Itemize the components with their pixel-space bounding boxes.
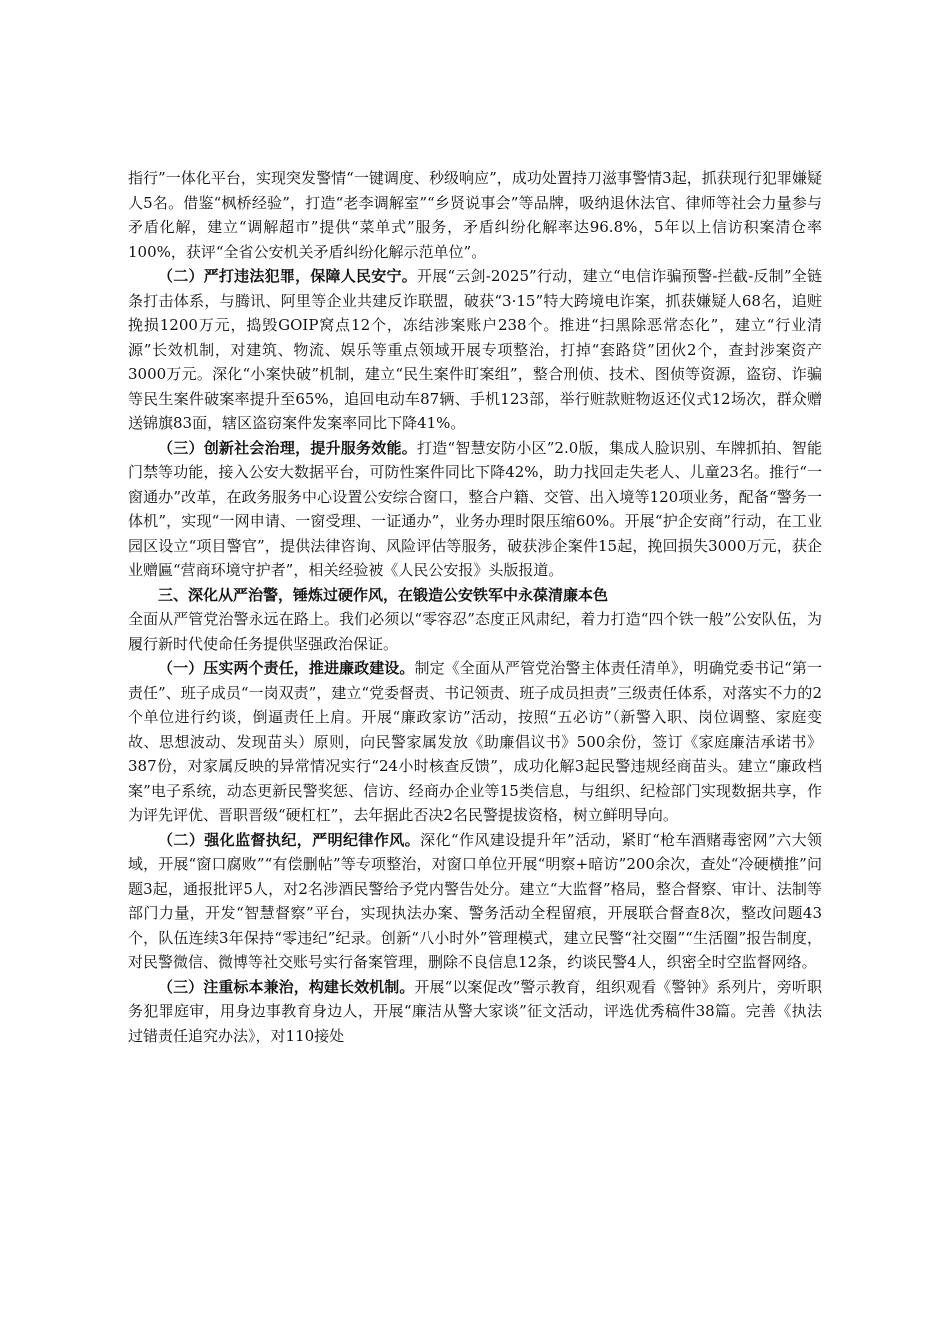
paragraph-heading: （三）注重标本兼治，构建长效机制。	[158, 977, 415, 996]
paragraph-text: 深化“作风建设提升年”活动，紧盯“枪车酒赌毒密网”六大领域，开展“窗口腐败”“有偿删帖”等专项整治，对窗口单位开展“明察+暗访”200余次，查处“冷硬横推”问题3起，通报批评5人，对2名涉酒民警给予党内警告处分。建立“大监督”格局，整合督察、审计、法制等部门力量，开发“智慧督察”平台，实现执法办案、警务活动全程留痕，开展联合督查8次，整改问题43个，队伍连续3年保持“零违纪”纪录。创新“八小时外”管理模式，建立民警“社交圈”“生活圈”报告制度，对民警微信、微博等社交账号实行备案管理，删除不良信息12条，约谈民警4人，织密全时空监督网络。	[128, 830, 822, 971]
paragraph-crackdown	[128, 264, 822, 436]
paragraph-governance	[128, 436, 822, 583]
paragraph-text: 打造“智慧安防小区”2.0版，集成人脸识别、车牌抓拍、智能门禁等功能，接入公安大数据平台，可防性案件同比下降42%，助力找回走失老人、儿童23名。推行“一窗通办”改革，在政务服务中心设置公安综合窗口，整合户籍、交管、出入境等120项业务，配备“警务一体机”，实现“一网申请、一窗受理、一证通办”，业务办理时限压缩60%。开展“护企安商”行动，在工业园区设立“项目警官”，提供法律咨询、风险评估等服务，破获涉企案件15起，挽回损失3000万元，获企业赠匾“营商环境守护者”，相关经验被《人民公安报》头版报道。	[128, 438, 822, 579]
paragraph-text: 制定《全面从严管党治警主体责任清单》，明确党委书记“第一责任”、班子成员“一岗双责”，建立“党委督责、书记领责、班子成员担责”三级责任体系，对落实不力的2个单位进行约谈，倒逼责任上肩。开展“廉政家访”活动，按照“五必访”（新警入职、岗位调整、家庭变故、思想波动、发现苗头）原则，向民警家属发放《助廉倡议书》500余份，签订《家庭廉洁承诺书》387份，对家属反映的异常情况实行“24小时核查反馈”，成功化解3起民警违规经商苗头。建立“廉政档案”电子系统，动态更新民警奖惩、信访、经商办企业等15类信息，与组织、纪检部门实现数据共享，作为评先评优、晋职晋级“硬杠杠”，去年据此否决2名民警提拔资格，树立鲜明导向。	[128, 659, 822, 824]
section-title: 三、深化从严治警，锤炼过硬作风，在锻造公安铁军中永葆清廉本色	[158, 585, 609, 604]
paragraph-text: 指行”一体化平台，实现突发警情“一键调度、秒级响应”，成功处置持刀滋事警情3起，抓获现行犯罪嫌疑人5名。借鉴“枫桥经验”，打造“老李调解室”“乡贤说事会”等品牌，吸纳退休法官、律师等社会力量参与矛盾化解，建立“调解超市”提供“菜单式”服务，矛盾纠纷化解率达96.8%，5年以上信访积案清仓率100%，获评“全省公安机关矛盾纠纷化解示范单位”。	[128, 169, 822, 261]
paragraph-mechanism	[128, 975, 822, 1049]
paragraph-heading: （二）强化监督执纪，严明纪律作风。	[158, 830, 421, 849]
paragraph-responsibility	[128, 656, 822, 828]
paragraph-text: 开展“以案促改”警示教育，组织观看《警钟》系列片，旁听职务犯罪庭审，用身边事教育身边人，开展“廉洁从警大家谈”征文活动，评选优秀稿件38篇。完善《执法过错责任追究办法》，对110接处	[128, 977, 822, 1045]
paragraph-heading: （二）严打违法犯罪，保障人民安宁。	[158, 267, 417, 285]
document-body	[128, 166, 822, 1048]
paragraph-supervision	[128, 828, 822, 975]
section-intro: 全面从严管党治警永远在路上。我们必须以“零容忍”态度正风肃纪，着力打造“四个铁一般”公安队伍，为履行新时代使命任务提供坚强政治保证。	[128, 610, 822, 653]
paragraph-text: 开展“云剑-2025”行动，建立“电信诈骗预警-拦截-反制”全链条打击体系，与腾讯、阿里等企业共建反诈联盟，破获“3·15”特大跨境电诈案，抓获嫌疑人68名，追赃挽损1200万元，捣毁GOIP窝点12个，冻结涉案账户238个。推进“扫黑除恶常态化”，建立“行业清源”长效机制，对建筑、物流、娱乐等重点领域开展专项整治，打掉“套路贷”团伙2个，查封涉案资产3000万元。深化“小案快破”机制，建立“民生案件盯案组”，整合刑侦、技术、图侦等资源，盗窃、诈骗等民生案件破案率提升至65%，追回电动车87辆、手机123部，举行赃款赃物返还仪式12场次，群众赠送锦旗83面，辖区盗窃案件发案率同比下降41%。	[128, 267, 822, 432]
paragraph-heading: （三）创新社会治理，提升服务效能。	[158, 438, 417, 457]
paragraph-heading: （一）压实两个责任，推进廉政建设。	[158, 659, 415, 677]
paragraph-continued	[128, 166, 822, 264]
